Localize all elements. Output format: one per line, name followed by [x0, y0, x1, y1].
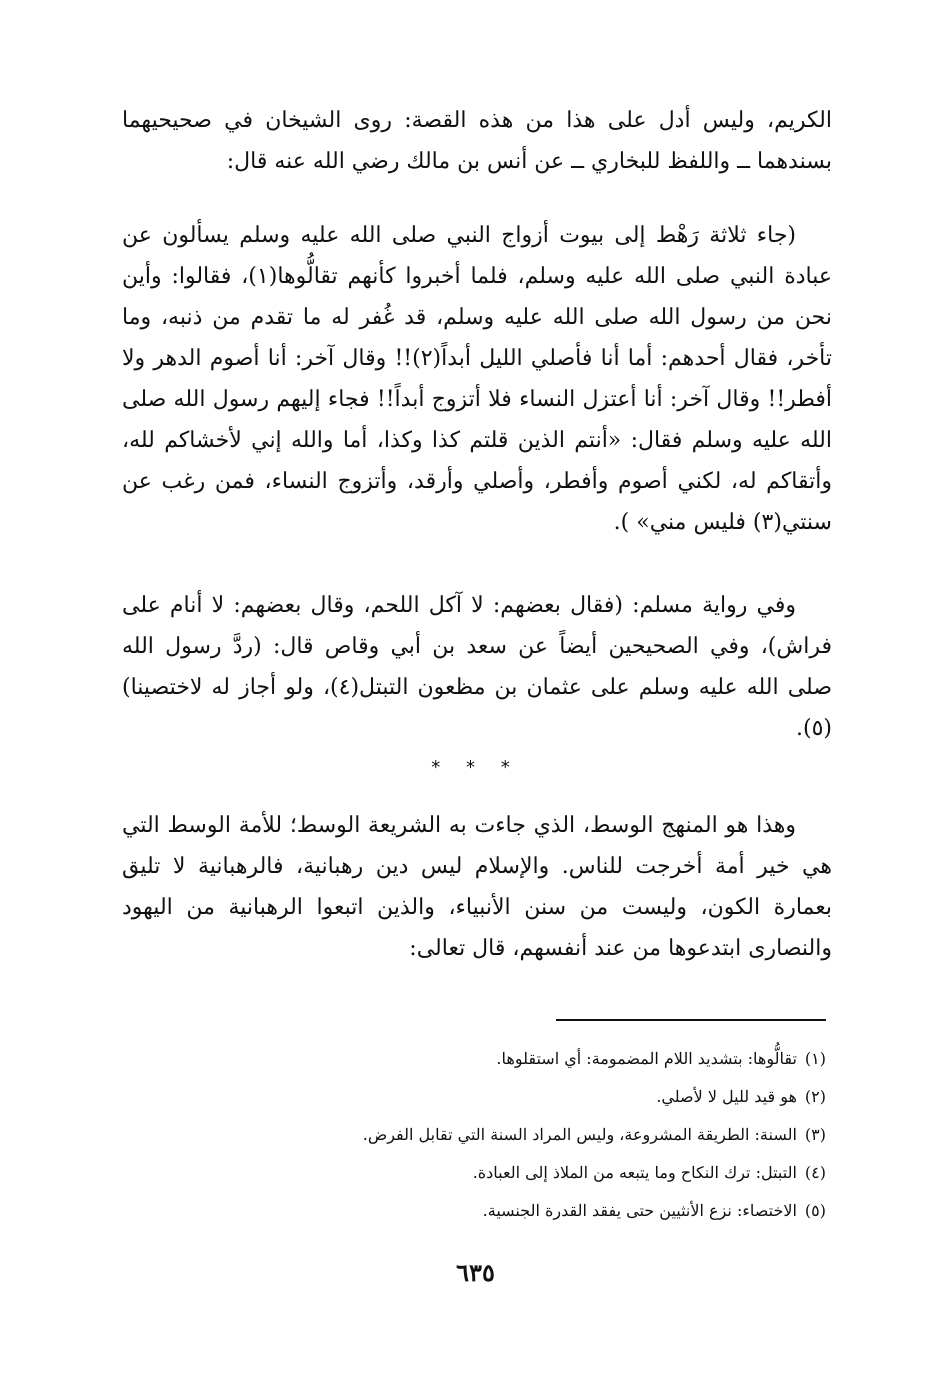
footnote-item: [150, 1154, 826, 1192]
paragraph-intro: الكريم، وليس أدل على هذا من هذه القصة: روى الشيخان في صحيحيهما بسندهما ــ واللفظ للبخاري ــ عن أنس بن مالك رضي الله عنه قال:: [122, 108, 832, 174]
section-separator: * * *: [431, 757, 520, 778]
footnote-item: [150, 1040, 826, 1078]
footnote-number: (٢): [804, 1087, 826, 1106]
footnote-item: [150, 1192, 826, 1230]
footnote-item: [150, 1078, 826, 1116]
footnote-text: الاختصاء: نزع الأنثيين حتى يفقد القدرة الجنسية.: [482, 1201, 797, 1220]
footnote-text: تقالُّوها: بتشديد اللام المضمومة: أي استقلوها.: [496, 1049, 797, 1068]
paragraph-moderate-method: وهذا هو المنهج الوسط، الذي جاءت به الشريعة الوسط؛ للأمة الوسط التي هي خير أمة أخرجت للناس. والإسلام ليس دين رهبانية، فالرهبانية لا تليق بعمارة الكون، وليست من سنن الأنبياء، والذين اتبعوا الرهبانية من اليهود والنصارى ابتدعوها من عند أنفسهم، قال تعالى:: [122, 813, 832, 961]
footnote-item: [150, 1116, 826, 1154]
footnote-number: (٥): [804, 1201, 826, 1220]
footnote-number: (١): [804, 1049, 826, 1068]
footnotes-list: [150, 1040, 826, 1230]
footnote-text: التبتل: ترك النكاح وما يتبعه من الملاذ إلى العبادة.: [472, 1163, 797, 1182]
footnote-text: السنة: الطريقة المشروعة، وليس المراد السنة التي تقابل الفرض.: [362, 1125, 797, 1144]
footnote-number: (٣): [804, 1125, 826, 1144]
paragraph-hadith: (جاء ثلاثة رَهْط إلى بيوت أزواج النبي صلى الله عليه وسلم يسألون عن عبادة النبي صلى الله عليه وسلم، فلما أخبروا كأنهم تقالُّوها(١)، فقالوا: وأين نحن من رسول الله صلى الله عليه وسلم، قد غُفر له ما تقدم من ذنبه، وما تأخر، فقال أحدهم: أما أنا فأصلي الليل أبداً(٢)!! وقال آخر: أنا أصوم الدهر ولا أفطر!! وقال آخر: أنا أعتزل النساء فلا أتزوج أبداً!! فجاء إليهم رسول الله صلى الله عليه وسلم فقال: «أنتم الذين قلتم كذا وكذا، أما والله إني لأخشاكم لله، وأتقاكم له، لكني أصوم وأفطر، وأصلي وأرقد، وأتزوج النساء، فمن رغب عن سنتي(٣) فليس مني» ).: [122, 223, 832, 535]
footnote-number: (٤): [804, 1163, 826, 1182]
footnote-text: هو قيد لليل لا لأصلي.: [656, 1087, 797, 1106]
footnote-rule: [556, 1019, 826, 1021]
page-number: ٦٣٥: [456, 1258, 495, 1287]
paragraph-muslim-narration: وفي رواية مسلم: (فقال بعضهم: لا آكل اللحم، وقال بعضهم: لا أنام على فراش)، وفي الصحيحين أيضاً عن سعد بن أبي وقاص قال: (ردَّ رسول الله صلى الله عليه وسلم على عثمان بن مظعون التبتل(٤)، ولو أجاز له لاختصينا)(٥).: [122, 593, 832, 741]
